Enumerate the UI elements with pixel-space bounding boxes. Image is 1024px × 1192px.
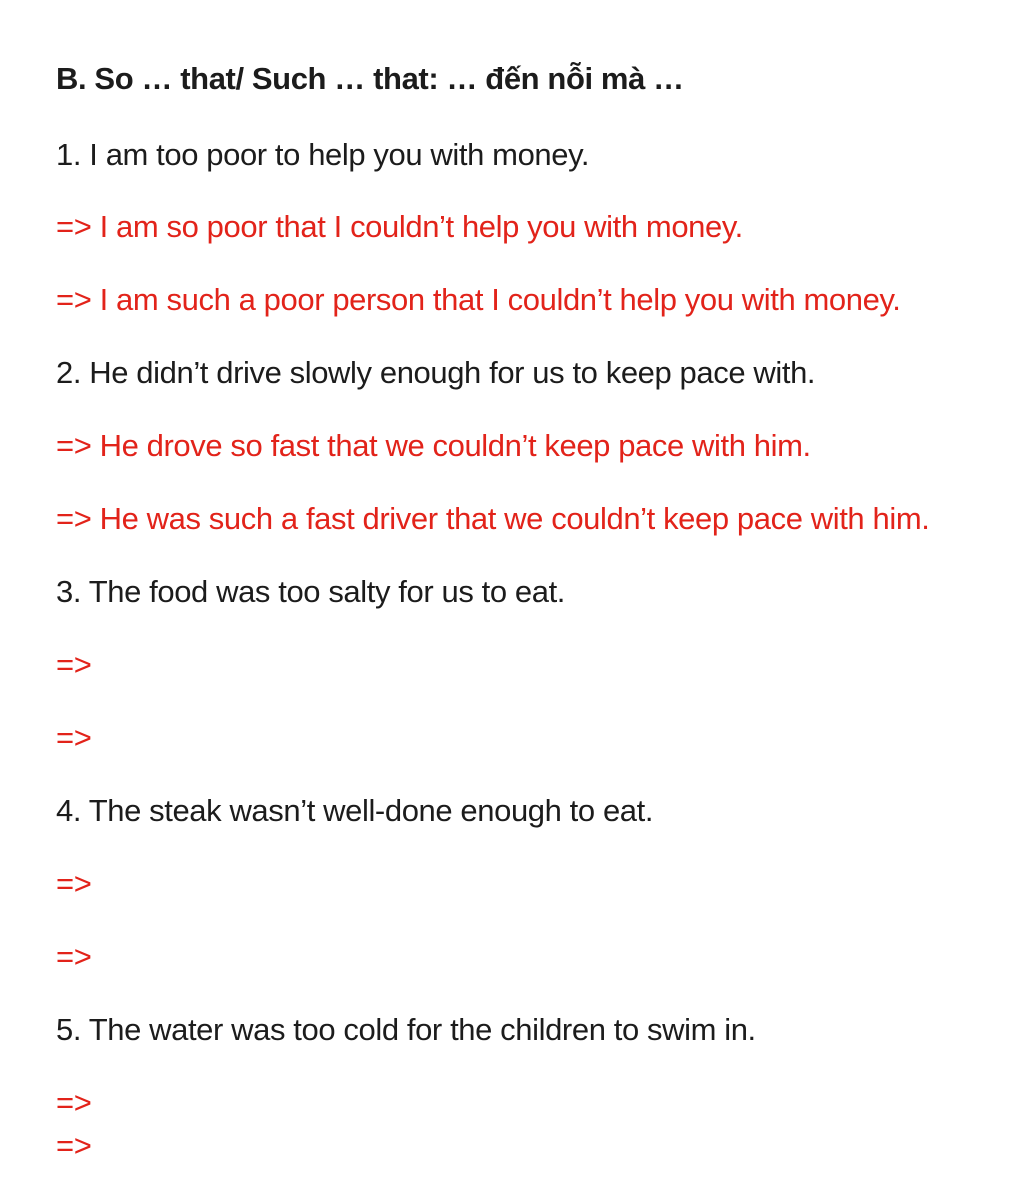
question-5-answer-2: => bbox=[56, 1128, 92, 1163]
question-4-answer-2: => bbox=[56, 939, 92, 974]
question-1-prompt: 1. I am too poor to help you with money. bbox=[56, 137, 590, 172]
question-3-answer-1: => bbox=[56, 647, 92, 682]
question-2-answer-1: => He drove so fast that we couldn’t keep pace with him. bbox=[56, 428, 811, 463]
question-2-prompt: 2. He didn’t drive slowly enough for us to keep pace with. bbox=[56, 355, 816, 390]
question-5-answer-1: => bbox=[56, 1085, 92, 1120]
question-4-answer-1: => bbox=[56, 866, 92, 901]
question-3-prompt: 3. The food was too salty for us to eat. bbox=[56, 574, 566, 609]
question-5-prompt: 5. The water was too cold for the children to swim in. bbox=[56, 1012, 756, 1047]
question-1-answer-1: => I am so poor that I couldn’t help you with money. bbox=[56, 209, 743, 244]
question-2-answer-2: => He was such a fast driver that we couldn’t keep pace with him. bbox=[56, 501, 930, 536]
question-3-answer-2: => bbox=[56, 720, 92, 755]
question-4-prompt: 4. The steak wasn’t well-done enough to eat. bbox=[56, 793, 654, 828]
question-1-answer-2: => I am such a poor person that I couldn’t help you with money. bbox=[56, 282, 901, 317]
section-heading: B. So … that/ Such … that: … đến nỗi mà … bbox=[56, 61, 684, 96]
